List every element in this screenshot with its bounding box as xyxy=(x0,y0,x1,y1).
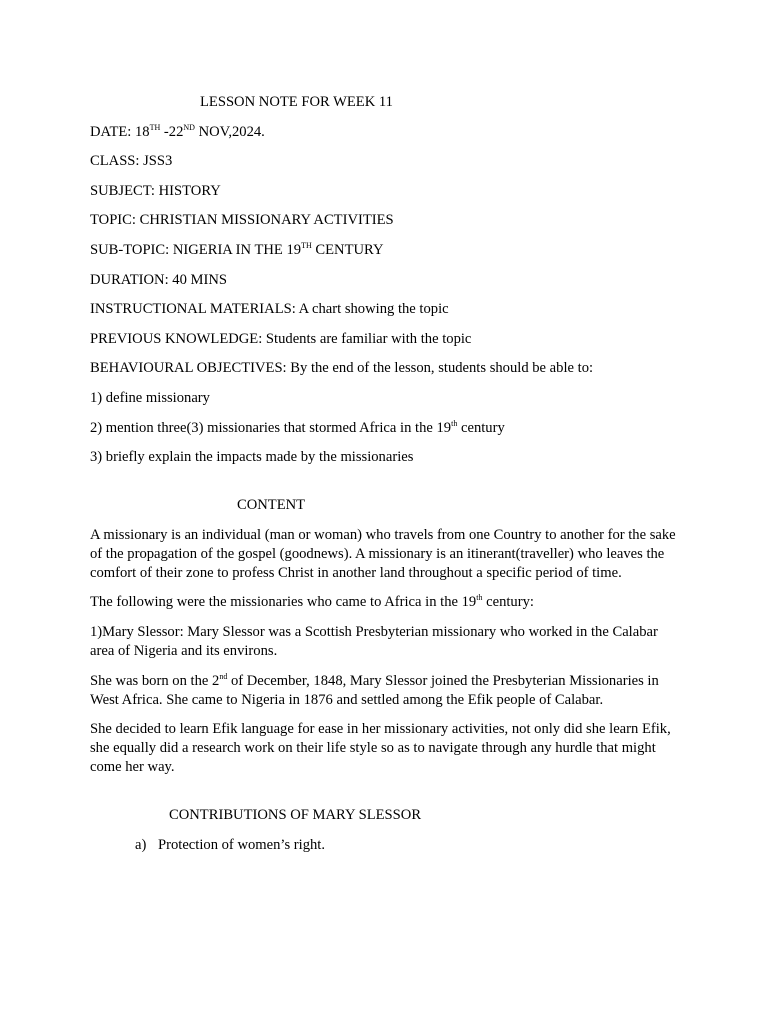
subject-line: SUBJECT: HISTORY xyxy=(90,182,221,199)
subtopic-superscript: TH xyxy=(301,240,312,250)
missionaries-intro-superscript: th xyxy=(476,593,483,603)
content-heading: CONTENT xyxy=(237,497,306,514)
topic-line: TOPIC: CHRISTIAN MISSIONARY ACTIVITIES xyxy=(90,212,394,229)
objective-2-prefix: 2) mention three(3) missionaries that stormed Africa in the 19 xyxy=(90,419,452,436)
date-middle: -22 xyxy=(160,123,184,140)
born-superscript: nd xyxy=(219,671,228,681)
date-line xyxy=(90,123,680,142)
date-prefix: DATE: 18 xyxy=(90,123,150,140)
list-item xyxy=(90,836,680,855)
list-item-text: Protection of women’s right. xyxy=(158,836,325,853)
definition-paragraph: A missionary is an individual (man or woman) who travels from one Country to another for the sake of the propagation of the gospel (goodnews). A missionary is an itinerant(traveller) who leaves the comfort of their zone to profess Christ in another land throughout a specific period of time. xyxy=(90,526,676,581)
duration-line: DURATION: 40 MINS xyxy=(90,271,228,288)
missionaries-intro-suffix: century: xyxy=(482,594,534,611)
class-line: CLASS: JSS3 xyxy=(90,153,173,170)
subtopic-line xyxy=(90,241,680,260)
slessor-intro-paragraph: 1)Mary Slessor: Mary Slessor was a Scottish Presbyterian missionary who worked in the Calabar area of Nigeria and its environs. xyxy=(90,623,658,659)
subtopic-prefix: SUB-TOPIC: NIGERIA IN THE 19 xyxy=(90,241,302,258)
missionaries-intro xyxy=(90,593,680,612)
objective-3: 3) briefly explain the impacts made by the missionaries xyxy=(90,449,414,466)
efik-paragraph: She decided to learn Efik language for ease in her missionary activities, not only did she learn Efik, she equally did a research work on their life style so as to navigate through any hurdle that might come her way. xyxy=(90,721,671,776)
date-superscript-1: TH xyxy=(149,122,161,132)
date-superscript-2: ND xyxy=(183,122,195,132)
materials-line: INSTRUCTIONAL MATERIALS: A chart showing the topic xyxy=(90,301,449,318)
objectives-intro: BEHAVIOURAL OBJECTIVES: By the end of the lesson, students should be able to: xyxy=(90,360,594,377)
born-suffix: of December, 1848, Mary Slessor joined the Presbyterian Missionaries in West Africa. She came to Nigeria in 1876 and settled among the Efik people of Calabar. xyxy=(90,672,659,708)
objective-2-superscript: th xyxy=(451,418,458,428)
document-page xyxy=(90,93,680,865)
contributions-heading: CONTRIBUTIONS OF MARY SLESSOR xyxy=(169,807,422,824)
objective-2 xyxy=(90,419,680,438)
born-prefix: She was born on the 2 xyxy=(90,672,220,689)
date-suffix: NOV,2024. xyxy=(194,123,265,140)
previous-knowledge-line: PREVIOUS KNOWLEDGE: Students are familiar with the topic xyxy=(90,330,472,347)
born-paragraph xyxy=(90,672,680,710)
objective-2-suffix: century xyxy=(457,419,505,436)
page-title: LESSON NOTE FOR WEEK 11 xyxy=(200,94,393,110)
list-item-marker: a) xyxy=(135,836,147,853)
subtopic-suffix: CENTURY xyxy=(311,241,384,258)
objective-1: 1) define missionary xyxy=(90,389,210,406)
missionaries-intro-prefix: The following were the missionaries who came to Africa in the 19 xyxy=(90,594,477,611)
